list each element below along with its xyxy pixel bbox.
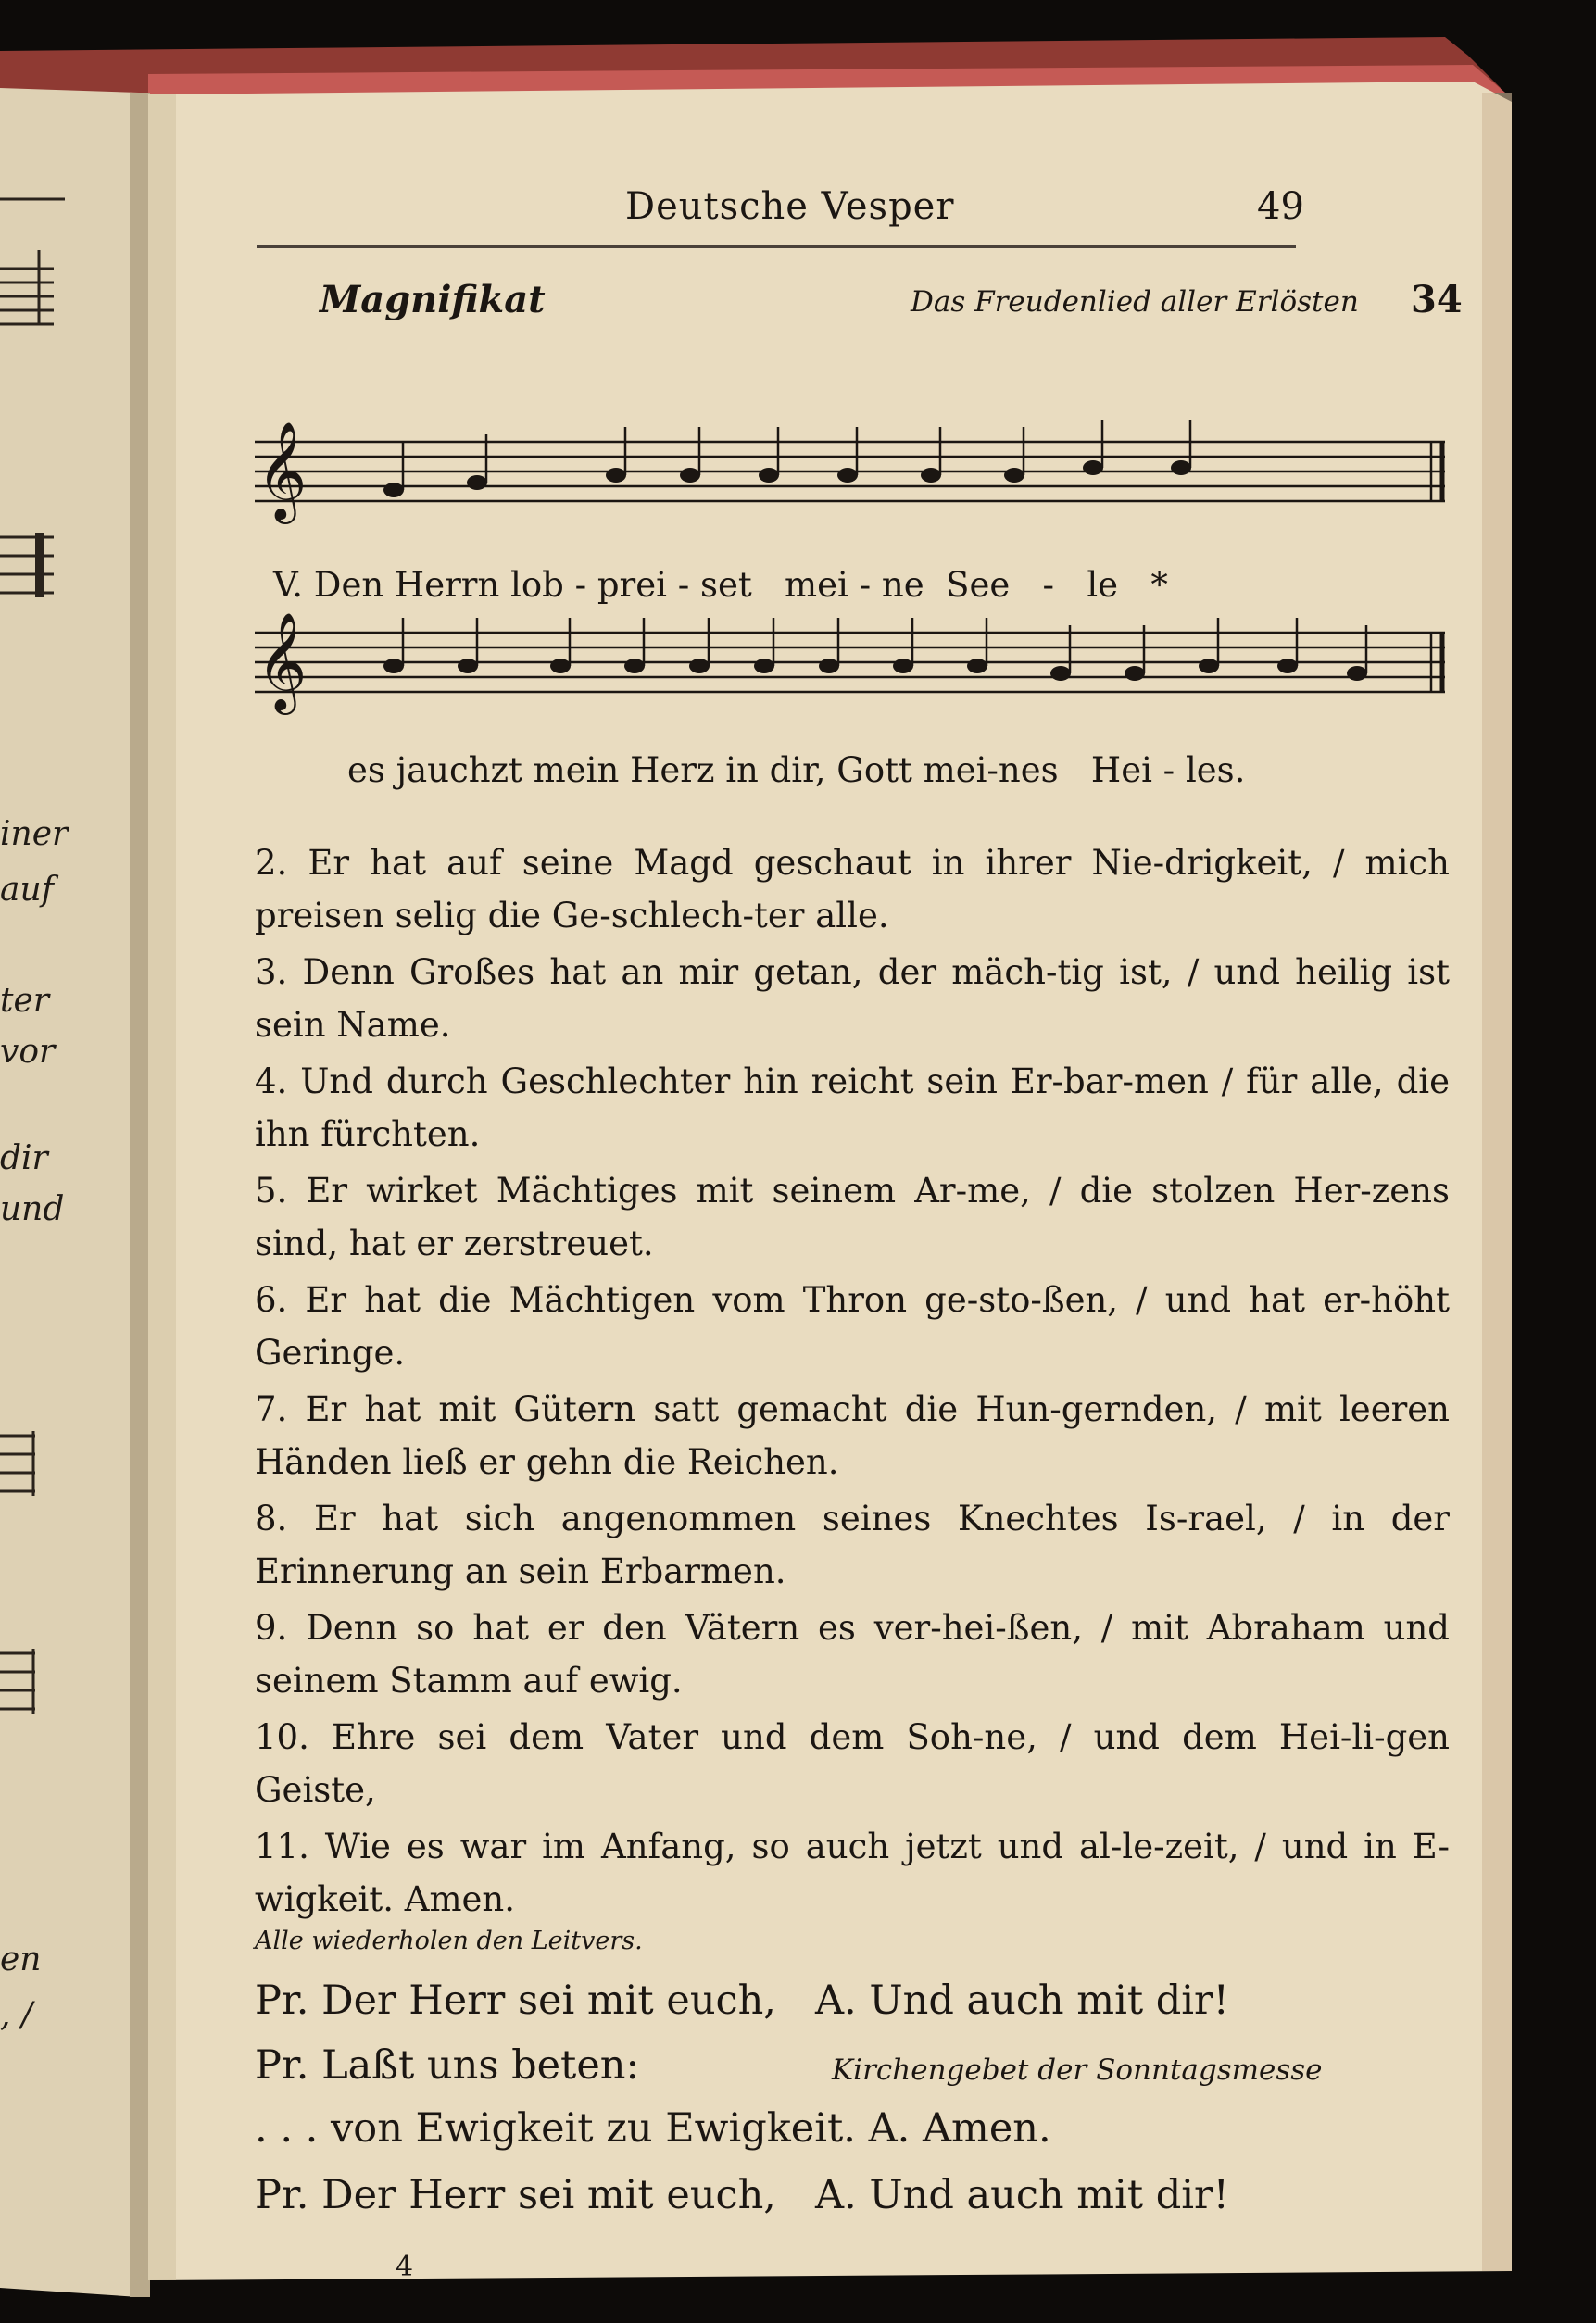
verse-2: 2. Er hat auf seine Magd geschaut in ihrer Nie-drigkeit, / mich preisen selig die Ge-schlech-ter alle. (255, 843, 1450, 935)
note-head (1199, 659, 1219, 673)
hymnal-page (153, 88, 1510, 2283)
hymn-subtitle: Das Freudenlied aller Erlösten (911, 285, 1359, 319)
note-head (624, 659, 645, 673)
note-head (1125, 666, 1145, 681)
lyric-line-1: V. Den Herrn lob - prei - set mei - ne See - le * (273, 565, 1168, 605)
note-head (383, 483, 404, 497)
verse-10: 10. Ehre sei dem Vater und dem Soh-ne, / und dem Hei-li-gen Geiste, (255, 1717, 1450, 1810)
verse-8: 8. Er hat sich angenommen seines Knechtes Is-rael, / in der Erinnerung an sein Erbarmen. (255, 1499, 1450, 1591)
verse-9: 9. Denn so hat er den Vätern es ver-hei-ßen, / mit Abraham und seinem Stamm auf ewig. (255, 1608, 1450, 1701)
hymn-number: 34 (1411, 278, 1463, 321)
note-head (1347, 666, 1367, 681)
note-head (967, 659, 987, 673)
staff-system-1 (255, 420, 1445, 524)
note-head (550, 659, 571, 673)
dialogue-note: Kirchengebet der Sonntagsmesse (832, 2053, 1323, 2087)
left-page-fragment: iner (0, 815, 69, 853)
lyric-line-2: es jauchzt mein Herz in dir, Gott mei-nes Hei - les. (347, 750, 1246, 790)
dialogue-response-1: A. Und auch mit dir! (815, 1978, 1229, 2024)
note-head (759, 468, 779, 483)
treble-clef-icon: 𝄞 (257, 611, 308, 710)
running-title: Deutsche Vesper (625, 185, 955, 228)
note-head (1050, 666, 1071, 681)
hymn-header (320, 278, 1463, 333)
left-page-fragment: und (0, 1190, 65, 1228)
note-head (383, 659, 404, 673)
left-page-fragment: dir (0, 1139, 48, 1177)
note-head (1277, 659, 1298, 673)
verse-5: 5. Er wirket Mächtiges mit seinem Ar-me, / die stolzen Her-zens sind, hat er zerstreuet. (255, 1171, 1450, 1263)
verse-6: 6. Er hat die Mächtigen vom Thron ge-sto-ßen, / und hat er-höht Geringe. (255, 1280, 1450, 1373)
note-head (458, 659, 478, 673)
dialogue-priest-1: Pr. Der Herr sei mit euch, (255, 1978, 776, 2024)
note-head (606, 468, 626, 483)
verse-4: 4. Und durch Geschlechter hin reicht sein Er-bar-men / für alle, die ihn fürchten. (255, 1061, 1450, 1154)
header-divider (257, 245, 1296, 248)
left-page-fragment: , / (0, 1996, 33, 2034)
page-number: 49 (1257, 185, 1304, 228)
treble-clef-icon: 𝄞 (257, 421, 308, 520)
note-head (754, 659, 774, 673)
left-page-fragment: ter (0, 982, 49, 1020)
hymn-title: Magnifikat (320, 278, 546, 321)
dialogue-priest-2: Pr. Laßt uns beten: (255, 2042, 639, 2089)
dialogue-conclusion: . . . von Ewigkeit zu Ewigkeit. A. Amen. (255, 2105, 1051, 2152)
note-head (680, 468, 700, 483)
note-head (689, 659, 710, 673)
staff-system-2 (255, 611, 1445, 715)
note-head (1083, 460, 1103, 475)
dialogue-response-3: A. Und auch mit dir! (815, 2172, 1229, 2218)
rubric: Alle wiederholen den Leitvers. (255, 1927, 643, 1955)
note-head (467, 475, 487, 490)
verse-7: 7. Er hat mit Gütern satt gemacht die Hun-gernden, / mit leeren Händen ließ er gehn die Reichen. (255, 1389, 1450, 1482)
left-page-fragment: vor (0, 1033, 56, 1071)
note-head (893, 659, 913, 673)
verse-list (255, 836, 1459, 1929)
left-page-fragment: en (0, 1940, 42, 1978)
note-head (921, 468, 941, 483)
music-notation (255, 338, 1459, 773)
note-head (1171, 460, 1191, 475)
left-page-fragment: auf (0, 871, 54, 909)
verse-11: 11. Wie es war im Anfang, so auch jetzt und al-le-zeit, / und in E-wigkeit. Amen. (255, 1827, 1450, 1919)
note-head (837, 468, 858, 483)
signature-mark: 4 (396, 2251, 414, 2283)
verse-3: 3. Denn Großes hat an mir getan, der mäch-tig ist, / und heilig ist sein Name. (255, 952, 1450, 1045)
dialogue-priest-3: Pr. Der Herr sei mit euch, (255, 2172, 776, 2218)
note-head (1004, 468, 1024, 483)
running-head (153, 88, 1357, 228)
note-head (819, 659, 839, 673)
